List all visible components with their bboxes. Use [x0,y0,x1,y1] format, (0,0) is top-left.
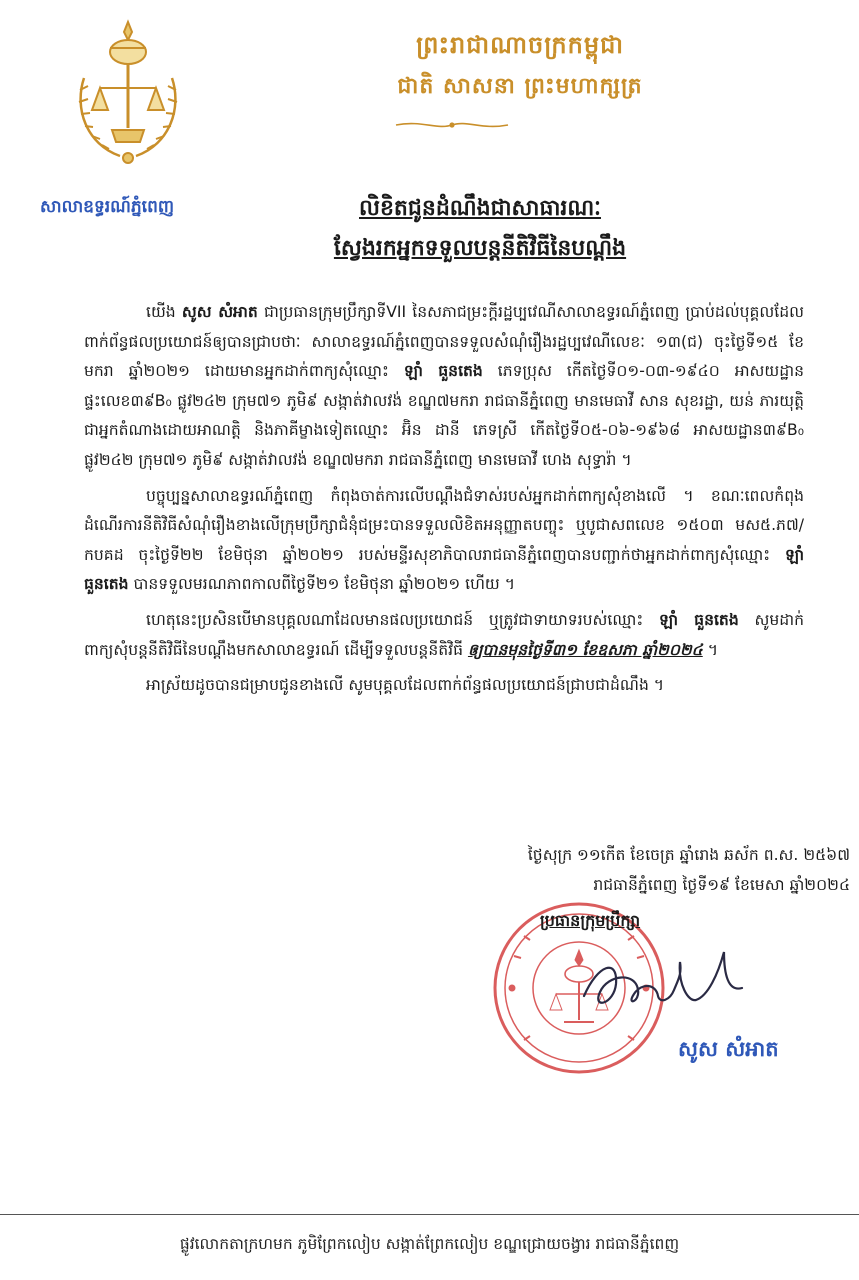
p2-text-2: បានទទួលមរណភាពកាលពីថ្ងៃទី២១ ខែមិថុនា ឆ្នាំ២០២១ ហើយ ។ [133,575,516,594]
p3-end: ។ [707,640,718,659]
p1-text-2: ភេទប្រុស កើតថ្ងៃទី០១-០៣-១៩៤០ អាសយដ្ឋានផ្ទះលេខ៣៩B₀ ផ្លូវ២៤២ ក្រុម៧១ ភូមិ៩ សង្កាត់វាលវង់ ខណ្ឌ៧មករា រាជធានីភ្នំពេញ មានមេធាវី សាន សុខរដ្ឋា, យន់ ភារយុត្តិ ជាអ្នកតំណាងដោយអាណត្តិ និងភាគីម្ខាងទៀតឈ្មោះ អ៊ិន ដានី ភេទស្រី កើតថ្ងៃទី០៥-០៦-១៩៦៨ អាសយដ្ឋាន៣៩B₀ ផ្លូវ២៤២ ក្រុម៧១ ភូមិ៩ សង្កាត់វាលវង់ ខណ្ឌ៧មករា រាជធានីភ្នំពេញ មានមេធាវី ហេង សុទ្ធារ៉ា ។ [84,362,804,469]
decorative-flourish-icon [392,118,512,132]
p3-person-name: ឡាំ ធួនតេង [658,610,739,629]
handwritten-signature-icon [578,944,748,1024]
p4-text: អាស្រ័យដូចបានជម្រាបជូនខាងលើ សូមបុគ្គលដែលពាក់ព័ន្ធផលប្រយោជន៍ជ្រាបជាដំណឹង ។ [146,676,665,695]
p3-text: ហេតុនេះប្រសិនបើមានបុគ្គលណាដែលមានផលប្រយោជន៍ ឬត្រូវជាទាយាទរបស់ឈ្មោះ [146,610,644,629]
solar-date: រាជធានីភ្នំពេញ ថ្ងៃទី១៩ ខែមេសា ឆ្នាំ២០២៤ [593,876,850,894]
p1-person-name: ឡាំ ធួនតេង [403,362,483,381]
footer-address: ផ្លូវលោកតាក្រហមក ភូមិព្រែកលៀប សង្កាត់ព្រែកលៀប ខណ្ឌជ្រោយចង្វារ រាជធានីភ្នំពេញ [179,1235,680,1253]
footer-divider [0,1214,859,1215]
paragraph-3 [84,606,804,665]
national-motto: ជាតិ សាសនា ព្រះមហាក្សត្រ [397,74,643,99]
date-block [470,840,850,900]
p2-person-name: ឡាំ ធួនតេង [84,545,805,594]
p1-text: ជាប្រធានក្រុមប្រឹក្សាទីVII នៃសភាជម្រះក្តីរដ្ឋប្បវេណីសាលាឧទ្ធរណ៍ភ្នំពេញ ប្រាប់ដល់បុគ្គលដែលពាក់ព័ន្ធផលប្រយោជន៍ឲ្យបានជ្រាបថាៈ សាលាឧទ្ធរណ៍ភ្នំពេញបានទទួលសំណុំរឿងរដ្ឋប្បវេណីលេខៈ ១៣(ជ) ចុះថ្ងៃទី១៥ ខែមករា ឆ្នាំ២០២១ ដោយមានអ្នកដាក់ពាក្យសុំឈ្មោះ [84,303,804,381]
p3-deadline: ឲ្យបានមុនថ្ងៃទី៣១ ខែឧសភា ឆ្នាំ២០២៤ [467,640,703,659]
notice-title: លិខិតជូនដំណឹងជាសាធារណៈ [359,196,601,221]
lunar-date: ថ្ងៃសុក្រ ១១កើត ខែចេត្រ ឆ្នាំរោង ឆស័ក ព.ស. ២៥៦៧ [527,846,850,864]
paragraph-2 [84,482,804,600]
p2-text: បច្ចុប្បន្នសាលាឧទ្ធរណ៍ភ្នំពេញ កំពុងចាត់ការលើបណ្តឹងជំទាស់របស់អ្នកដាក់ពាក្យសុំខាងលើ ។ ខណៈពេលកំពុងដំណើរការនីតិវិធីសំណុំរឿងខាងលើក្រុមប្រឹក្សាជំនុំជម្រះបានទទួលលិខិតអនុញ្ញាតបញ្ចុះ ឬបូជាសពលេខ ១៥០៣ មស៥.ភ៧/កបគដ ចុះថ្ងៃទី២២ ខែមិថុនា ឆ្នាំ២០២១ របស់មន្ទីរសុខាភិបាលរាជធានីភ្នំពេញបានបញ្ជាក់ថាអ្នកដាក់ពាក្យសុំឈ្មោះ [84,486,804,564]
p1-judge-name: សូស សំអាត [181,303,258,321]
signer-title: ប្រធានក្រុមប្រឹក្សា [540,911,641,930]
signer-name: សូស សំអាត [678,1037,779,1061]
court-name: សាលាឧទ្ធរណ៍ភ្នំពេញ [40,197,175,217]
paragraph-4 [84,671,804,701]
notice-body [84,298,804,701]
kingdom-heading: ព្រះរាជាណាចក្រកម្ពុជា [416,31,624,59]
p3-text-2: សូមដាក់ពាក្យសុំបន្តនីតិវិធីនៃបណ្តឹងមកសាលាឧទ្ធរណ៍ ដើម្បីទទួលបន្តនីតិវិធី [84,610,804,659]
cambodian-royal-emblem-icon [70,18,186,168]
notice-subtitle: ស្វែងរកអ្នកទទួលបន្តនីតិវិធីនៃបណ្តឹង [333,236,627,261]
paragraph-1 [84,298,804,476]
p1-intro: យើង [146,303,176,321]
